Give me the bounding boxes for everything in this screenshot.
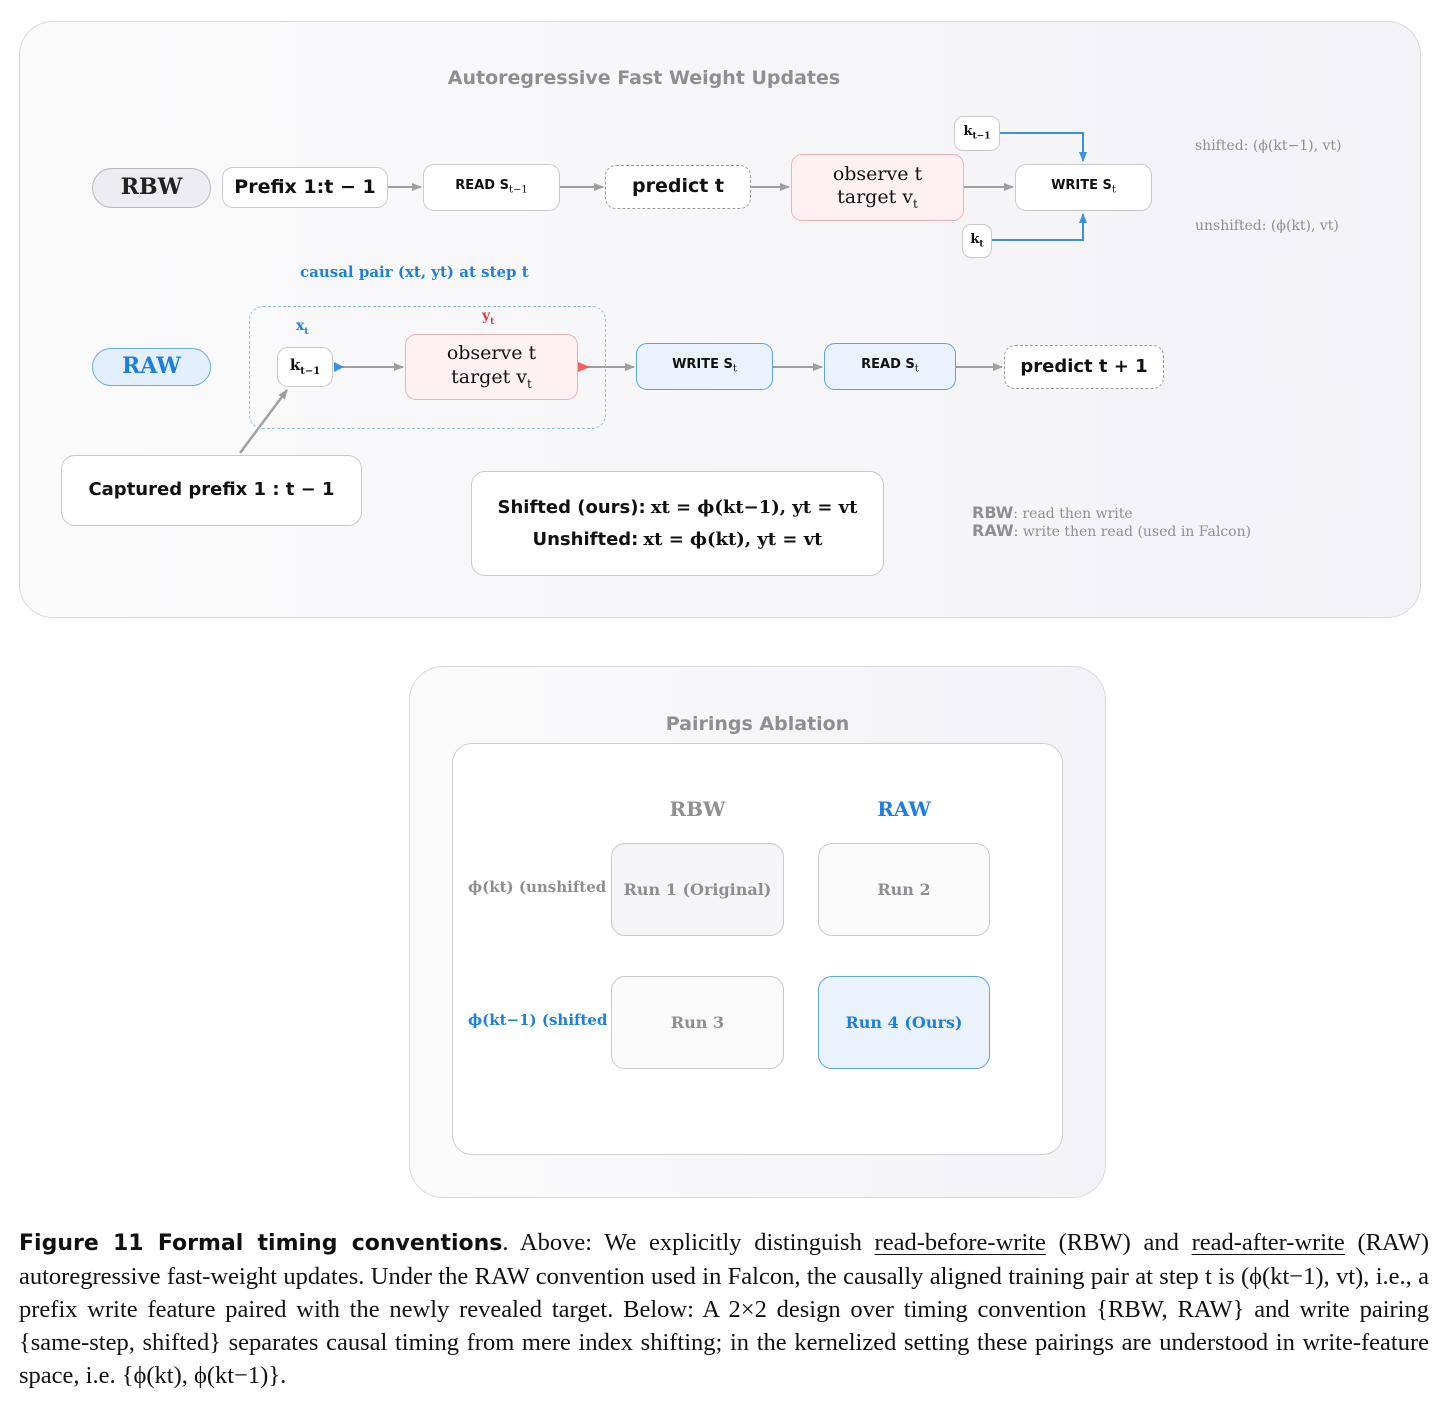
run1-label: Run 1 (Original) — [623, 879, 772, 899]
rbw-prefix-text: Prefix 1:t − 1 — [234, 175, 376, 198]
formula-shifted-expr: xt = ϕ(kt−1), yt = vt — [650, 497, 858, 518]
rbw-observe-line2: target $v_t$ — [837, 186, 918, 212]
raw-read-node — [824, 343, 956, 390]
legend-rbw-text: : read then write — [1013, 506, 1133, 522]
formula-shifted-line — [498, 496, 858, 520]
rbw-k-top-text: $k_{t-1}$ — [963, 124, 991, 142]
figure-caption — [19, 1226, 1429, 1392]
rbw-predict-text: predict t — [631, 175, 724, 198]
rbw-write-node — [1015, 164, 1152, 211]
formula-box — [471, 471, 884, 576]
raw-read-text: READ $S_t$ — [861, 356, 919, 375]
run4-cell — [818, 976, 990, 1069]
raw-observe-line1: observe t — [446, 342, 537, 365]
col-header-raw: RAW — [877, 797, 931, 821]
raw-causal-pair-label: causal pair (xt, yt) at step t — [300, 263, 529, 281]
top-panel-title: Autoregressive Fast Weight Updates — [447, 67, 841, 89]
row-label-unshifted: ϕ(kt) (unshifted — [468, 878, 607, 896]
col-header-rbw: RBW — [669, 797, 726, 821]
legend-rbw — [972, 503, 1133, 522]
rbw-read-text: READ $S_{t-1}$ — [455, 177, 528, 196]
raw-label-pill — [92, 348, 211, 386]
raw-write-text: WRITE $S_t$ — [672, 356, 737, 375]
raw-k-text: $k_{t-1}$ — [289, 355, 321, 377]
legend-rbw-key: RBW — [972, 503, 1014, 522]
formula-shifted-label: Shifted (ours): — [497, 497, 646, 518]
caption-figure-label: Figure 11 Formal timing conventions — [19, 1231, 503, 1256]
run1-cell — [611, 843, 784, 936]
legend-raw-text: : write then read (used in Falcon) — [1013, 524, 1252, 540]
formula-unshifted-expr: xt = ϕ(kt), yt = vt — [643, 528, 823, 550]
rbw-write-text: WRITE $S_t$ — [1051, 177, 1116, 196]
caption-text-3: (RAW) autoregressive fast-weight updates. Under the RAW convention used in Falcon, the causally aligned training pair at step t is (ϕ(kt−1), vt), i.e., a prefix write feature paired with the newly revealed target. Below: A 2×2 design over timing convention {RBW, RAW} and write pairing {same-step, shifted} separates causal timing from mere index shifting; in the kernelized setting these pairings are understood in write-feature space, i.e. {ϕ(kt), ϕ(kt−1)}. — [19, 1229, 1430, 1389]
rbw-label-pill — [92, 168, 211, 208]
raw-y-label: $y_t$ — [482, 308, 495, 327]
raw-predict-node — [1004, 345, 1164, 389]
run2-cell — [818, 843, 990, 936]
rbw-unshifted-note: unshifted: (ϕ(kt), vt) — [1195, 218, 1339, 234]
rbw-observe-node — [791, 154, 964, 221]
raw-write-node — [636, 343, 773, 390]
raw-label-text: RAW — [122, 353, 181, 380]
rbw-read-node — [423, 164, 560, 211]
legend-raw-key: RAW — [972, 521, 1014, 540]
rbw-observe-line1: observe t — [832, 162, 923, 185]
raw-x-label: $x_t$ — [296, 318, 309, 337]
rbw-prefix-node — [222, 167, 388, 208]
raw-k-node — [277, 347, 333, 387]
rbw-label-text: RBW — [120, 174, 183, 201]
rbw-predict-node — [605, 165, 751, 209]
rbw-shifted-note: shifted: (ϕ(kt−1), vt) — [1195, 138, 1342, 154]
run4-label: Run 4 (Ours) — [845, 1012, 963, 1032]
caption-text-1: . Above: We explicitly distinguish — [502, 1229, 875, 1256]
formula-unshifted-line — [533, 528, 823, 552]
rbw-k-bottom-text: $k_t$ — [970, 231, 984, 250]
raw-observe-line2: target $v_t$ — [451, 365, 532, 391]
run3-label: Run 3 — [670, 1012, 725, 1032]
caption-text-2: (RBW) and — [1045, 1229, 1192, 1256]
bottom-panel-title: Pairings Ablation — [665, 713, 850, 735]
rbw-k-top-node — [954, 116, 1000, 151]
formula-unshifted-label: Unshifted: — [532, 528, 639, 550]
run3-cell — [611, 976, 784, 1069]
caption-rbw-term: read-before-write — [874, 1229, 1046, 1256]
raw-observe-node — [405, 334, 578, 400]
legend-raw — [972, 521, 1251, 540]
rbw-k-bottom-node — [962, 224, 992, 258]
run2-label: Run 2 — [877, 879, 931, 899]
caption-raw-term: read-after-write — [1191, 1229, 1345, 1256]
raw-captured-prefix-text: Captured prefix 1 : t − 1 — [88, 479, 335, 501]
row-label-shifted: ϕ(kt−1) (shifted — [468, 1011, 608, 1029]
raw-predict-text: predict t + 1 — [1020, 355, 1148, 377]
raw-captured-prefix-node — [61, 455, 362, 526]
